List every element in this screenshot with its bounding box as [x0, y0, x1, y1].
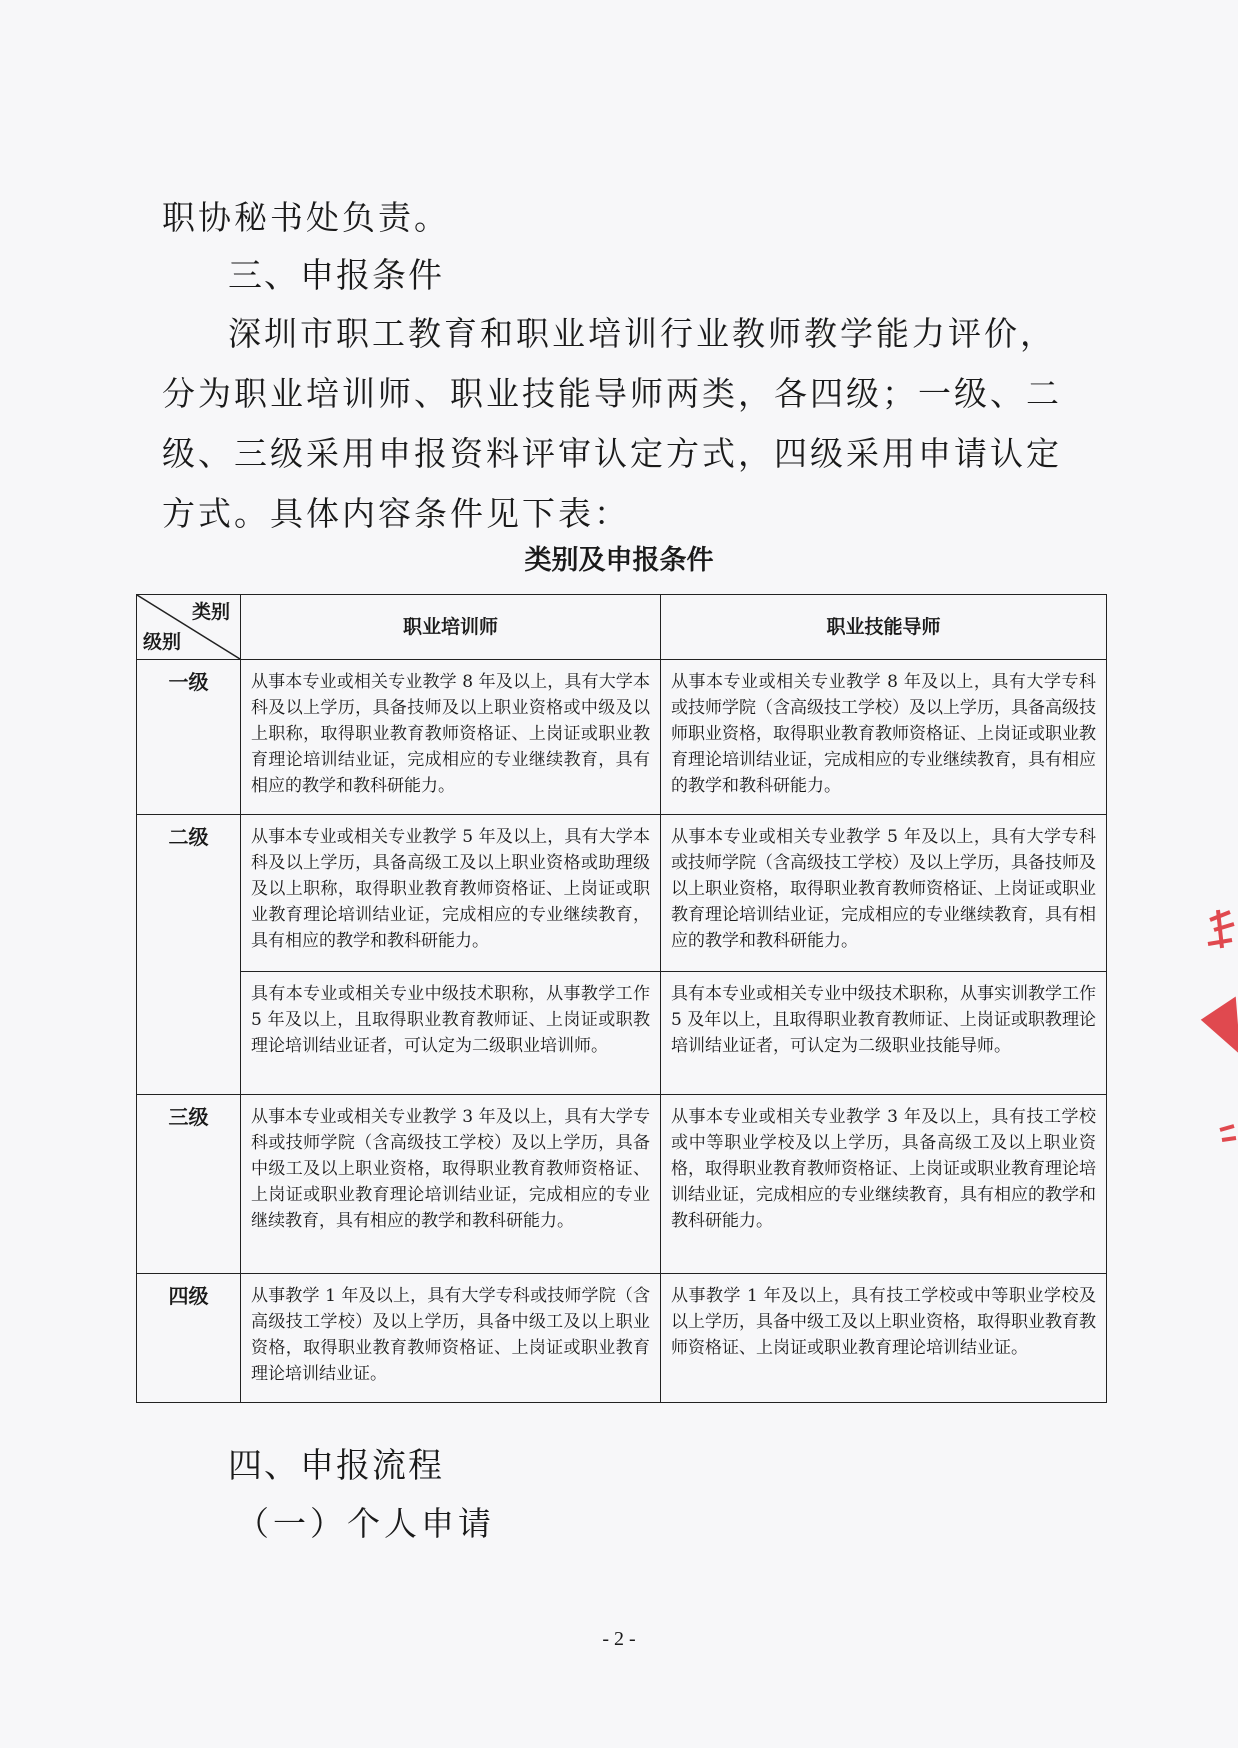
trainer-condition: 从事教学 1 年及以上，具有大学专科或技师学院（含高级技工学校）及以上学历，具备中级工及以上职业资格，取得职业教育教师资格证、上岗证或职业教育理论培训结业证。 [241, 1274, 661, 1403]
conditions-table [136, 594, 1107, 1403]
mentor-condition: 从事本专业或相关专业教学 8 年及以上，具有大学专科或技师学院（含高级技工学校）及以上学历，具备高级技师职业资格，取得职业教育教师资格证、上岗证或职业教育理论培训结业证，完成相应的专业继续教育，具有相应的教学和教科研能力。 [661, 660, 1107, 815]
red-seal-fragment [1200, 900, 1238, 1180]
trainer-condition-alt: 具有本专业或相关专业中级技术职称，从事教学工作 5 年及以上，且取得职业教育教师证、上岗证或职教理论培训结业证者，可认定为二级职业培训师。 [241, 972, 661, 1095]
trainer-condition: 从事本专业或相关专业教学 3 年及以上，具有大学专科或技师学院（含高级技工学校）及以上学历，具备中级工及以上职业资格，取得职业教育教师资格证、上岗证或职业教育理论培训结业证，完成相应的专业继续教育，具有相应的教学和教科研能力。 [241, 1095, 661, 1274]
level-cell: 三级 [137, 1095, 241, 1274]
table-header-row [137, 595, 1107, 660]
section-3-heading: 三、申报条件 [228, 256, 444, 296]
mentor-condition: 从事本专业或相关专业教学 3 年及以上，具有技工学校或中等职业学校及以上学历，具备高级工及以上职业资格，取得职业教育教师资格证、上岗证或职业教育理论培训结业证，完成相应的专业继续教育，具有相应的教学和教科研能力。 [661, 1095, 1107, 1274]
table-row [137, 972, 1107, 1095]
corner-category-label: 类别 [191, 601, 230, 623]
section-4-heading: 四、申报流程 [228, 1446, 444, 1486]
table-row [137, 815, 1107, 972]
section-3-body: 深圳市职工教育和职业培训行业教师教学能力评价，分为职业培训师、职业技能导师两类，各四级；一级、二级、三级采用申报资料评审认定方式，四级采用申请认定方式。具体内容条件见下表： [162, 314, 1062, 533]
column-header-trainer: 职业培训师 [241, 595, 661, 660]
level-cell: 四级 [137, 1274, 241, 1403]
level-cell: 一级 [137, 660, 241, 815]
trainer-condition: 从事本专业或相关专业教学 8 年及以上，具有大学本科及以上学历，具备技师及以上职业资格或中级及以上职称，取得职业教育教师资格证、上岗证或职业教育理论培训结业证，完成相应的专业继续教育，具有相应的教学和教科研能力。 [241, 660, 661, 815]
column-header-mentor: 职业技能导师 [661, 595, 1107, 660]
table-row [137, 660, 1107, 815]
table-row [137, 1095, 1107, 1274]
mentor-condition: 从事教学 1 年及以上，具有技工学校或中等职业学校及以上学历，具备中级工及以上职业资格，取得职业教育教师资格证、上岗证或职业教育理论培训结业证。 [661, 1274, 1107, 1403]
mentor-condition: 从事本专业或相关专业教学 5 年及以上，具有大学专科或技师学院（含高级技工学校）及以上学历，具备技师及以上职业资格，取得职业教育教师资格证、上岗证或职业教育理论培训结业证，完成相应的专业继续教育，具有相应的教学和教科研能力。 [661, 815, 1107, 972]
table-row [137, 1274, 1107, 1403]
table-title: 类别及申报条件 [524, 545, 714, 576]
page-number: - 2 - [602, 1628, 636, 1650]
section-4-subheading: （一）个人申请 [236, 1504, 495, 1543]
level-cell: 二级 [137, 815, 241, 1095]
mentor-condition-alt: 具有本专业或相关专业中级技术职称，从事实训教学工作 5 及年以上，且取得职业教育教师证、上岗证或职教理论培训结业证者，可认定为二级职业技能导师。 [661, 972, 1107, 1095]
trainer-condition: 从事本专业或相关专业教学 5 年及以上，具有大学本科及以上学历，具备高级工及以上职业资格或助理级及以上职称，取得职业教育教师资格证、上岗证或职业教育理论培训结业证，完成相应的专业继续教育，具有相应的教学和教科研能力。 [241, 815, 661, 972]
corner-level-label: 级别 [143, 631, 182, 653]
paragraph-continuation: 职协秘书处负责。 [162, 198, 450, 237]
table-corner-cell [137, 595, 241, 660]
